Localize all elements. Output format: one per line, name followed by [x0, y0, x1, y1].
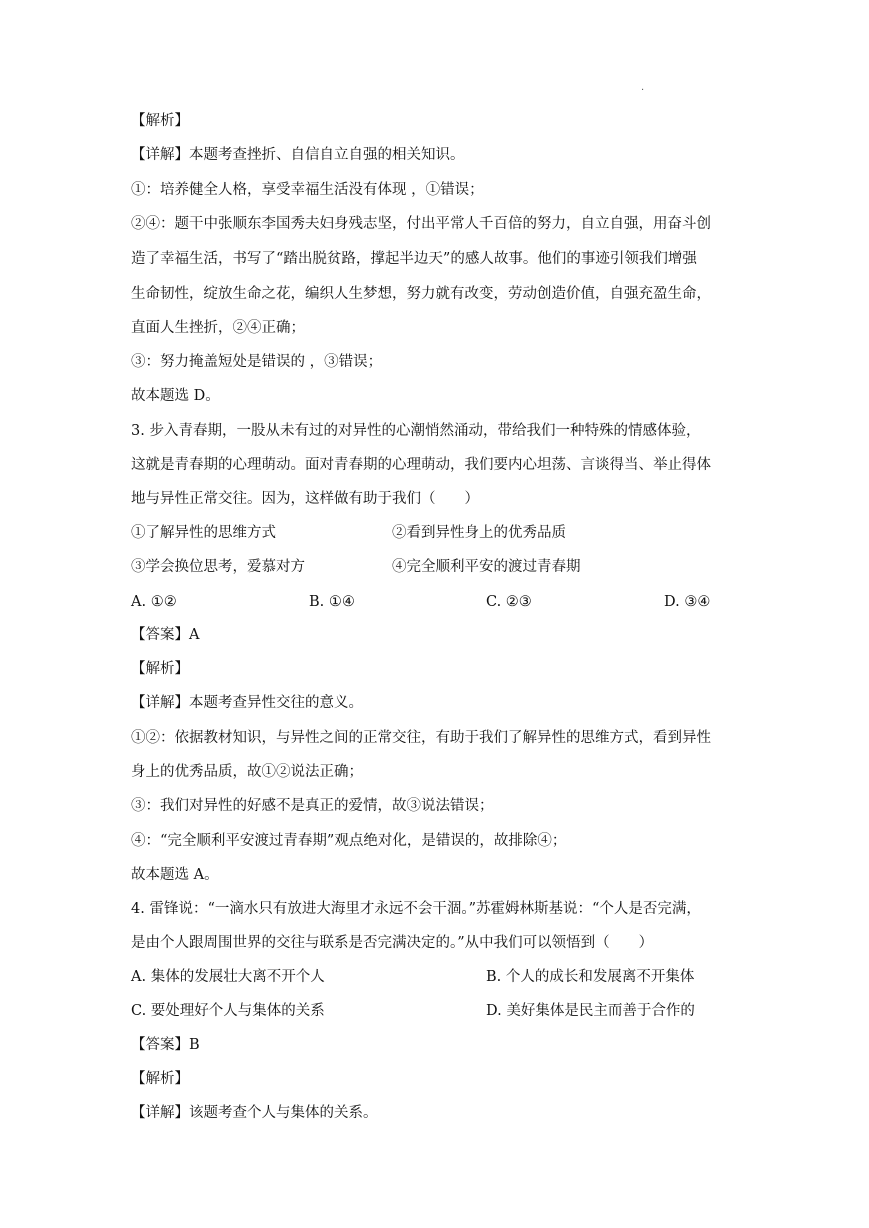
q3-option-b: B. ①④ [309, 594, 355, 610]
analysis-heading: 【解析】 [131, 113, 189, 129]
analysis-heading: 【解析】 [131, 661, 189, 677]
detail-line: 造了幸福生活，书写了“踏出脱贫路，撑起半边天”的感人故事。他们的事迹引领我们增强 [131, 251, 697, 267]
detail-line: 【详解】本题考查异性交往的意义。 [131, 695, 363, 711]
detail-line: 直面人生挫折，②④正确； [131, 320, 305, 336]
page-mark: . [641, 82, 645, 93]
question-3-stem: 这就是青春期的心理萌动。面对青春期的心理萌动，我们要内心坦荡、言谈得当、举止得体 [131, 457, 711, 473]
detail-line: 【详解】该题考查个人与集体的关系。 [131, 1105, 378, 1121]
answer-line: 【答案】B [131, 1037, 200, 1053]
detail-line: ①②：依据教材知识，与异性之间的正常交往，有助于我们了解异性的思维方式，看到异性 [131, 730, 711, 746]
q3-statement: ①了解异性的思维方式 [131, 525, 276, 541]
q4-option-a: A. 集体的发展壮大离不开个人 [131, 969, 325, 985]
q3-option-a: A. ①② [131, 594, 177, 610]
question-4-stem: 是由个人跟周围世界的交往与联系是否完满决定的。”从中我们可以领悟到（ ） [131, 935, 654, 951]
detail-line: 生命韧性，绽放生命之花，编织人生梦想，努力就有改变，劳动创造价值，自强充盈生命， [131, 286, 711, 302]
answer-line: 【答案】A [131, 627, 200, 643]
q3-statement: ③学会换位思考，爱慕对方 [131, 559, 305, 575]
conclusion-line: 故本题选 D。 [131, 388, 220, 404]
detail-line: ③：我们对异性的好感不是真正的爱情，故③说法错误； [131, 798, 494, 814]
detail-line: 身上的优秀品质，故①②说法正确； [131, 764, 363, 780]
q4-option-c: C. 要处理好个人与集体的关系 [131, 1003, 325, 1019]
q3-statement: ②看到异性身上的优秀品质 [392, 525, 566, 541]
question-4-stem: 4. 雷锋说：“一滴水只有放进大海里才永远不会干涸。”苏霍姆林斯基说：“个人是否完满， [131, 901, 701, 917]
question-3-stem: 3. 步入青春期，一股从未有过的对异性的心潮悄然涌动，带给我们一种特殊的情感体验， [131, 423, 701, 439]
q4-option-b: B. 个人的成长和发展离不开集体 [486, 969, 695, 985]
conclusion-line: 故本题选 A。 [131, 867, 219, 883]
analysis-heading: 【解析】 [131, 1071, 189, 1087]
q3-option-d: D. ③④ [664, 594, 711, 610]
q3-statement: ④完全顺利平安的渡过青春期 [392, 559, 581, 575]
detail-line: ①：培养健全人格，享受幸福生活没有体现 ，①错误； [131, 182, 484, 198]
detail-line: 【详解】本题考查挫折、自信自立自强的相关知识。 [131, 147, 465, 163]
question-3-stem: 地与异性正常交往。因为，这样做有助于我们（ ） [131, 491, 479, 507]
q4-option-d: D. 美好集体是民主而善于合作的 [486, 1003, 695, 1019]
detail-line: ②④：题干中张顺东李国秀夫妇身残志坚，付出平常人千百倍的努力，自立自强，用奋斗创 [131, 216, 711, 232]
q3-option-c: C. ②③ [486, 594, 532, 610]
detail-line: ④：“完全顺利平安渡过青春期”观点绝对化，是错误的，故排除④； [131, 833, 567, 849]
detail-line: ③：努力掩盖短处是错误的 ，③错误； [131, 354, 383, 370]
